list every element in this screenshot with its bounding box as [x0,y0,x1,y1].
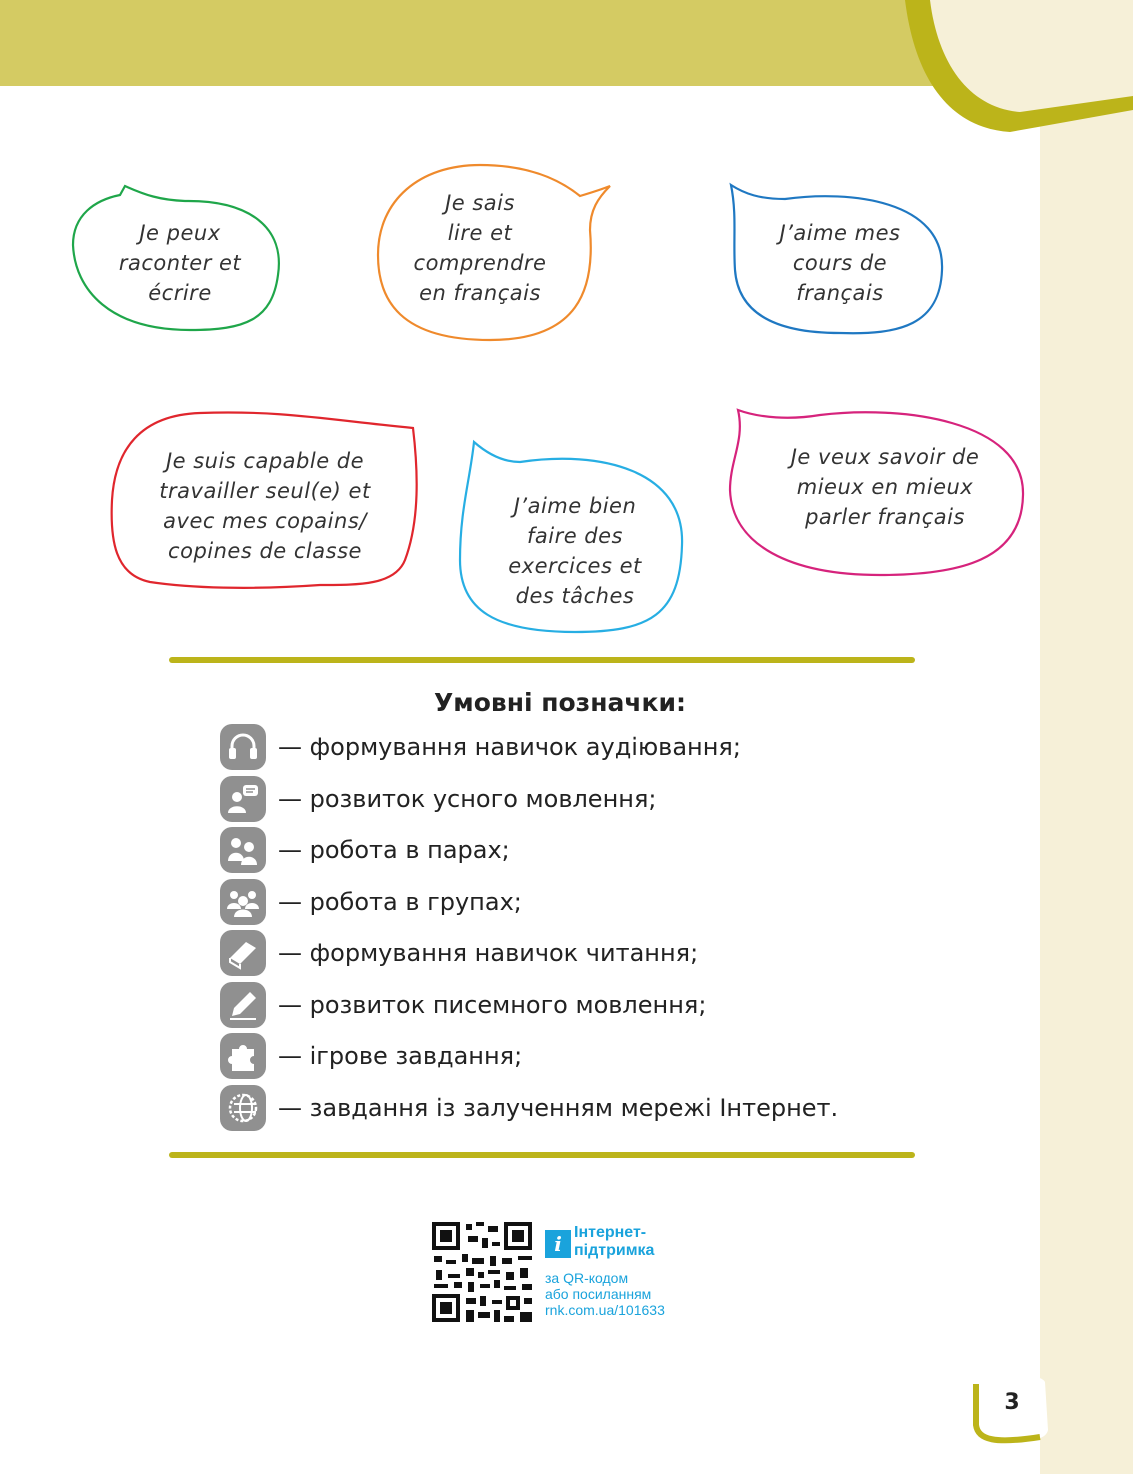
bubble-text-2: Je sais lire et comprendre en français [413,191,547,305]
support-title-line1: Інтернет- [574,1224,647,1241]
legend-item [220,929,698,977]
legend-item-text: — ігрове завдання; [278,1042,523,1070]
legend-item-text: — розвиток усного мовлення; [278,785,657,813]
bubble-text-4: Je suis capable de travailler seul(e) et avec mes copains/ copines de classe [159,449,371,563]
legend-item-text: — формування навичок читання; [278,939,699,967]
support-title [574,1224,694,1260]
speaking-person-icon [220,776,266,822]
legend-item [220,1084,838,1132]
bubble-text-1: Je peux raconter et écrire [118,221,242,305]
legend-title: Умовні позначки: [433,688,686,717]
bubble-text-5: J’aime bien faire des exercices et des tâches [508,494,642,608]
headphones-icon [220,724,266,770]
legend-item [220,878,522,926]
legend-item [220,775,656,823]
group-icon [220,879,266,925]
legend-item [220,1032,522,1080]
legend-item-text: — розвиток писемного мовлення; [278,991,707,1019]
legend-item [220,723,741,771]
page-number: 3 [1004,1390,1020,1415]
bubble-text-6: Je veux savoir de mieux en mieux parler français [790,445,980,529]
support-line-qr: за QR-кодом [545,1270,629,1286]
support-line-or: або посиланням [545,1286,652,1302]
legend-item [220,981,706,1029]
pencil-icon [220,982,266,1028]
book-icon [220,930,266,976]
support-title-line2: підтримка [574,1242,655,1259]
legend-item-text: — робота в групах; [278,888,522,916]
support-link[interactable]: rnk.com.ua/101633 [545,1302,665,1318]
legend-item [220,826,510,874]
legend-item-text: — робота в парах; [278,836,510,864]
info-icon: i [545,1230,571,1258]
pair-icon [220,827,266,873]
legend-item-text: — завдання із залученням мережі Інтернет. [278,1094,839,1122]
puzzle-icon [220,1033,266,1079]
globe-icon [220,1085,266,1131]
bubble-text-3: J’aime mes cours de français [779,221,901,305]
qr-code[interactable] [432,1222,532,1322]
legend-item-text: — формування навичок аудіювання; [278,733,741,761]
